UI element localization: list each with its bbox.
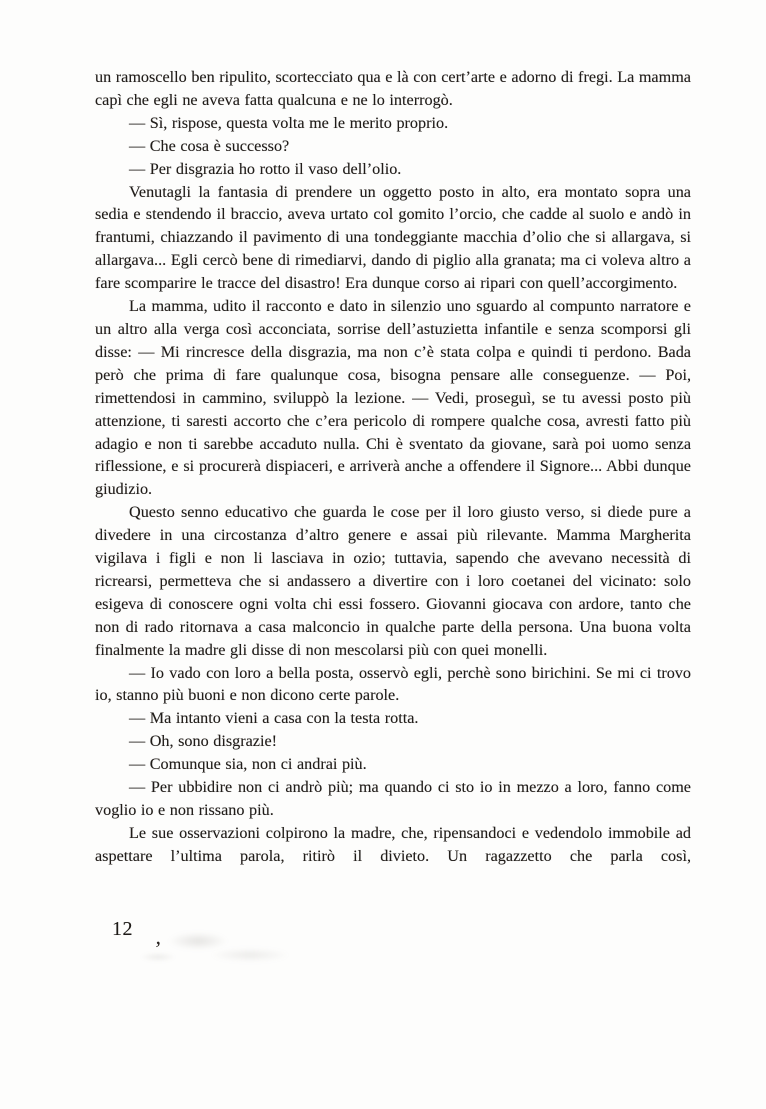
- paragraph-6-body: La mamma, udito il racconto e dato in silenzio uno sguardo al compunto narratore e un altro alla verga così acconciata, sorrise dell’astuzietta infantile e senza scomporsi gli disse: — Mi rincresce della disgrazia, ma non c’è stata colpa e quindi ti perdono. Bada però che prima di fare qualunque cosa, bisogna pensare alle conseguenze. — Poi, rimettendosi in cammino, sviluppò la lezione. — Vedi, proseguì, se tu avessi posto più attenzione, ti saresti accorto che c’era pericolo di rompere qualche cosa, avresti fatto più adagio e non ti sarebbe accaduto nulla. Chi è sventato da giovane, sarà poi uomo senza riflessione, e si procurerà dispiaceri, e arriverà anche a offendere il Signore... Abbi dunque giudizio.: [95, 297, 691, 499]
- paragraph-10-dialogue: — Oh, sono disgrazie!: [129, 732, 278, 751]
- paragraph-7-body: Questo senno educativo che guarda le cose per il loro giusto verso, si diede pure a divedere in una circostanza d’altro genere e assai più rilevante. Mamma Margherita vigilava i figli e non li lasciava in ozio; tuttavia, sapendo che avevano necessità di ricrearsi, permetteva che si andassero a divertire con i loro coetanei del vicinato: solo esigeva di conoscere ogni volta chi essi fossero. Giovanni giocava con ardore, tanto che non di rado ritornava a casa malconcio in qualche parte della persona. Una buona volta finalmente la madre gli disse di non mescolarsi più con quei monelli.: [95, 503, 691, 659]
- ink-artifact-mark: ,: [155, 923, 163, 950]
- paragraph-4-dialogue: — Per disgrazia ho rotto il vaso dell’olio.: [129, 159, 402, 178]
- page-number: 12: [112, 918, 133, 940]
- paragraph-8-dialogue: — Io vado con loro a bella posta, osservò egli, perchè sono birichini. Se mi ci trovo io, stanno più buoni e non dicono certe parole.: [95, 663, 691, 705]
- paragraph-11-dialogue: — Comunque sia, non ci andrai più.: [129, 755, 367, 774]
- paragraph-9-dialogue: — Ma intanto vieni a casa con la testa rotta.: [129, 709, 419, 728]
- paragraph-12-dialogue: — Per ubbidire non ci andrò più; ma quando ci sto io in mezzo a loro, fanno come voglio io e non rissano più.: [95, 778, 691, 819]
- scan-smudge: [140, 952, 176, 962]
- page-text-block: [95, 66, 691, 868]
- scan-smudge: [168, 932, 228, 950]
- paragraph-1-body-continuation: un ramoscello ben ripulito, scortecciato qua e là con cert’arte e adorno di fregi. La mamma capì che egli ne aveva fatta qualcuna e ne lo interrogò.: [95, 68, 691, 109]
- paragraph-3-dialogue: — Che cosa è successo?: [129, 136, 290, 155]
- scan-smudge: [210, 948, 290, 962]
- paragraph-2-dialogue: — Sì, rispose, questa volta me le merito proprio.: [129, 113, 449, 132]
- paragraph-13-body: Le sue osservazioni colpirono la madre, che, ripensandoci e vedendolo immobile ad aspettare l’ultima parola, ritirò il divieto. Un ragazzetto che parla così,: [95, 823, 691, 865]
- paragraph-5-body: Venutagli la fantasia di prendere un oggetto posto in alto, era montato sopra una sedia e stendendo il braccio, aveva urtato col gomito l’orcio, che cadde al suolo e andò in frantumi, chiazzando il pavimento di una tondeggiante macchia d’olio che si allargava, si allargava... Egli cercò bene di rimediarvi, dando di piglio alla granata; ma ci voleva altro a fare scomparire le tracce del disastro! Era dunque corso ai ripari con quell’accorgimento.: [95, 182, 691, 293]
